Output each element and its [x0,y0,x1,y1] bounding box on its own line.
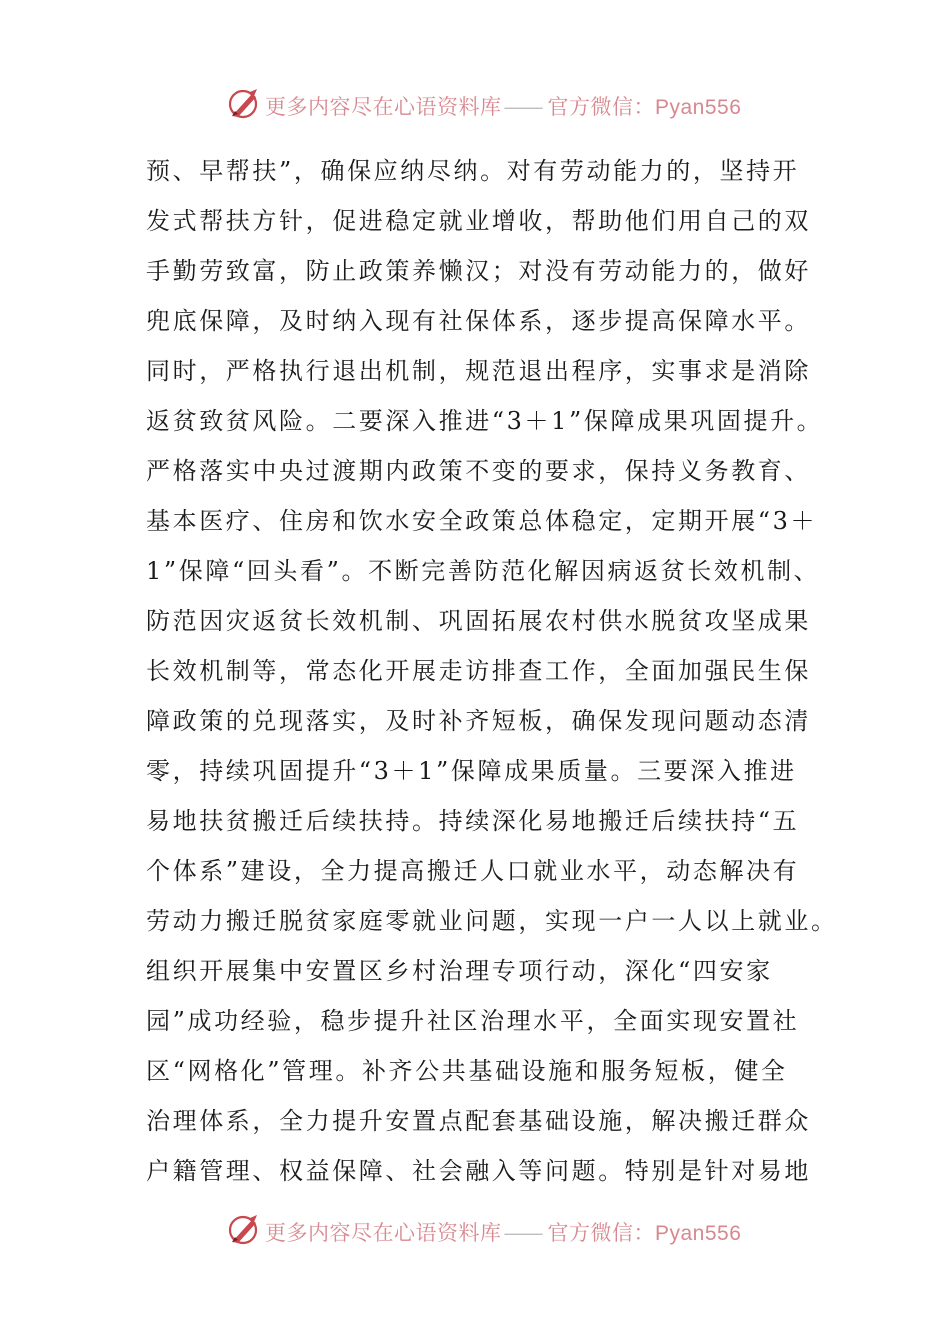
body-line: 长效机制等，常态化开展走访排查工作，全面加强民生保 [146,657,811,685]
body-line: 手勤劳致富，防止政策养懒汉；对没有劳动能力的，做好 [146,257,811,285]
footer-banner-dash: —— [503,1221,542,1245]
header-banner [0,84,950,124]
body-line: 1”保障“回头看”。不断完善防范化解因病返贫长效机制、 [146,557,821,585]
body-line: 同时，严格执行退出机制，规范退出程序，实事求是消除 [146,357,811,385]
body-line: 基本医疗、住房和饮水安全政策总体稳定，定期开展“3＋ [146,507,818,535]
body-line: 零，持续巩固提升“3＋1”保障成果质量。三要深入推进 [146,757,797,785]
footer-banner-label: 官方微信： [547,1221,655,1245]
body-line: 兜底保障，及时纳入现有社保体系，逐步提高保障水平。 [146,307,811,335]
header-banner-id: Pyan556 [655,96,742,119]
body-line: 户籍管理、权益保障、社会融入等问题。特别是针对易地 [146,1157,811,1185]
footer-banner-text [265,1217,741,1247]
body-line: 预、早帮扶”，确保应纳尽纳。对有劳动能力的，坚持开 [146,157,800,185]
body-line: 易地扶贫搬迁后续扶持。持续深化易地搬迁后续扶持“五 [146,807,800,835]
body-line: 返贫致贫风险。二要深入推进“3＋1”保障成果巩固提升。 [146,407,824,435]
header-banner-main: 更多内容尽在心语资料库 [265,95,502,119]
footer-banner [0,1210,950,1250]
body-line: 防范因灾返贫长效机制、巩固拓展农村供水脱贫攻坚成果 [146,607,811,635]
body-line: 严格落实中央过渡期内政策不变的要求，保持义务教育、 [146,457,811,485]
body-line: 发式帮扶方针，促进稳定就业增收，帮助他们用自己的双 [146,207,811,235]
body-line: 障政策的兑现落实，及时补齐短板，确保发现问题动态清 [146,707,811,735]
body-line: 劳动力搬迁脱贫家庭零就业问题，实现一户一人以上就业。 [146,907,838,935]
pen-logo-icon [226,86,262,122]
body-line: 园”成功经验，稳步提升社区治理水平，全面实现安置社 [146,1007,800,1035]
header-banner-dash: —— [503,95,542,119]
body-line: 个体系”建设，全力提高搬迁人口就业水平，动态解决有 [146,857,800,885]
header-banner-label: 官方微信： [547,95,655,119]
footer-banner-main: 更多内容尽在心语资料库 [265,1221,502,1245]
body-line: 组织开展集中安置区乡村治理专项行动，深化“四安家 [146,957,773,985]
footer-banner-id: Pyan556 [655,1222,742,1245]
body-line: 区“网格化”管理。补齐公共基础设施和服务短板，健全 [146,1057,788,1085]
header-banner-text [265,91,741,121]
body-line: 治理体系，全力提升安置点配套基础设施，解决搬迁群众 [146,1107,811,1135]
document-body [146,146,846,1196]
pen-logo-icon [226,1212,262,1248]
